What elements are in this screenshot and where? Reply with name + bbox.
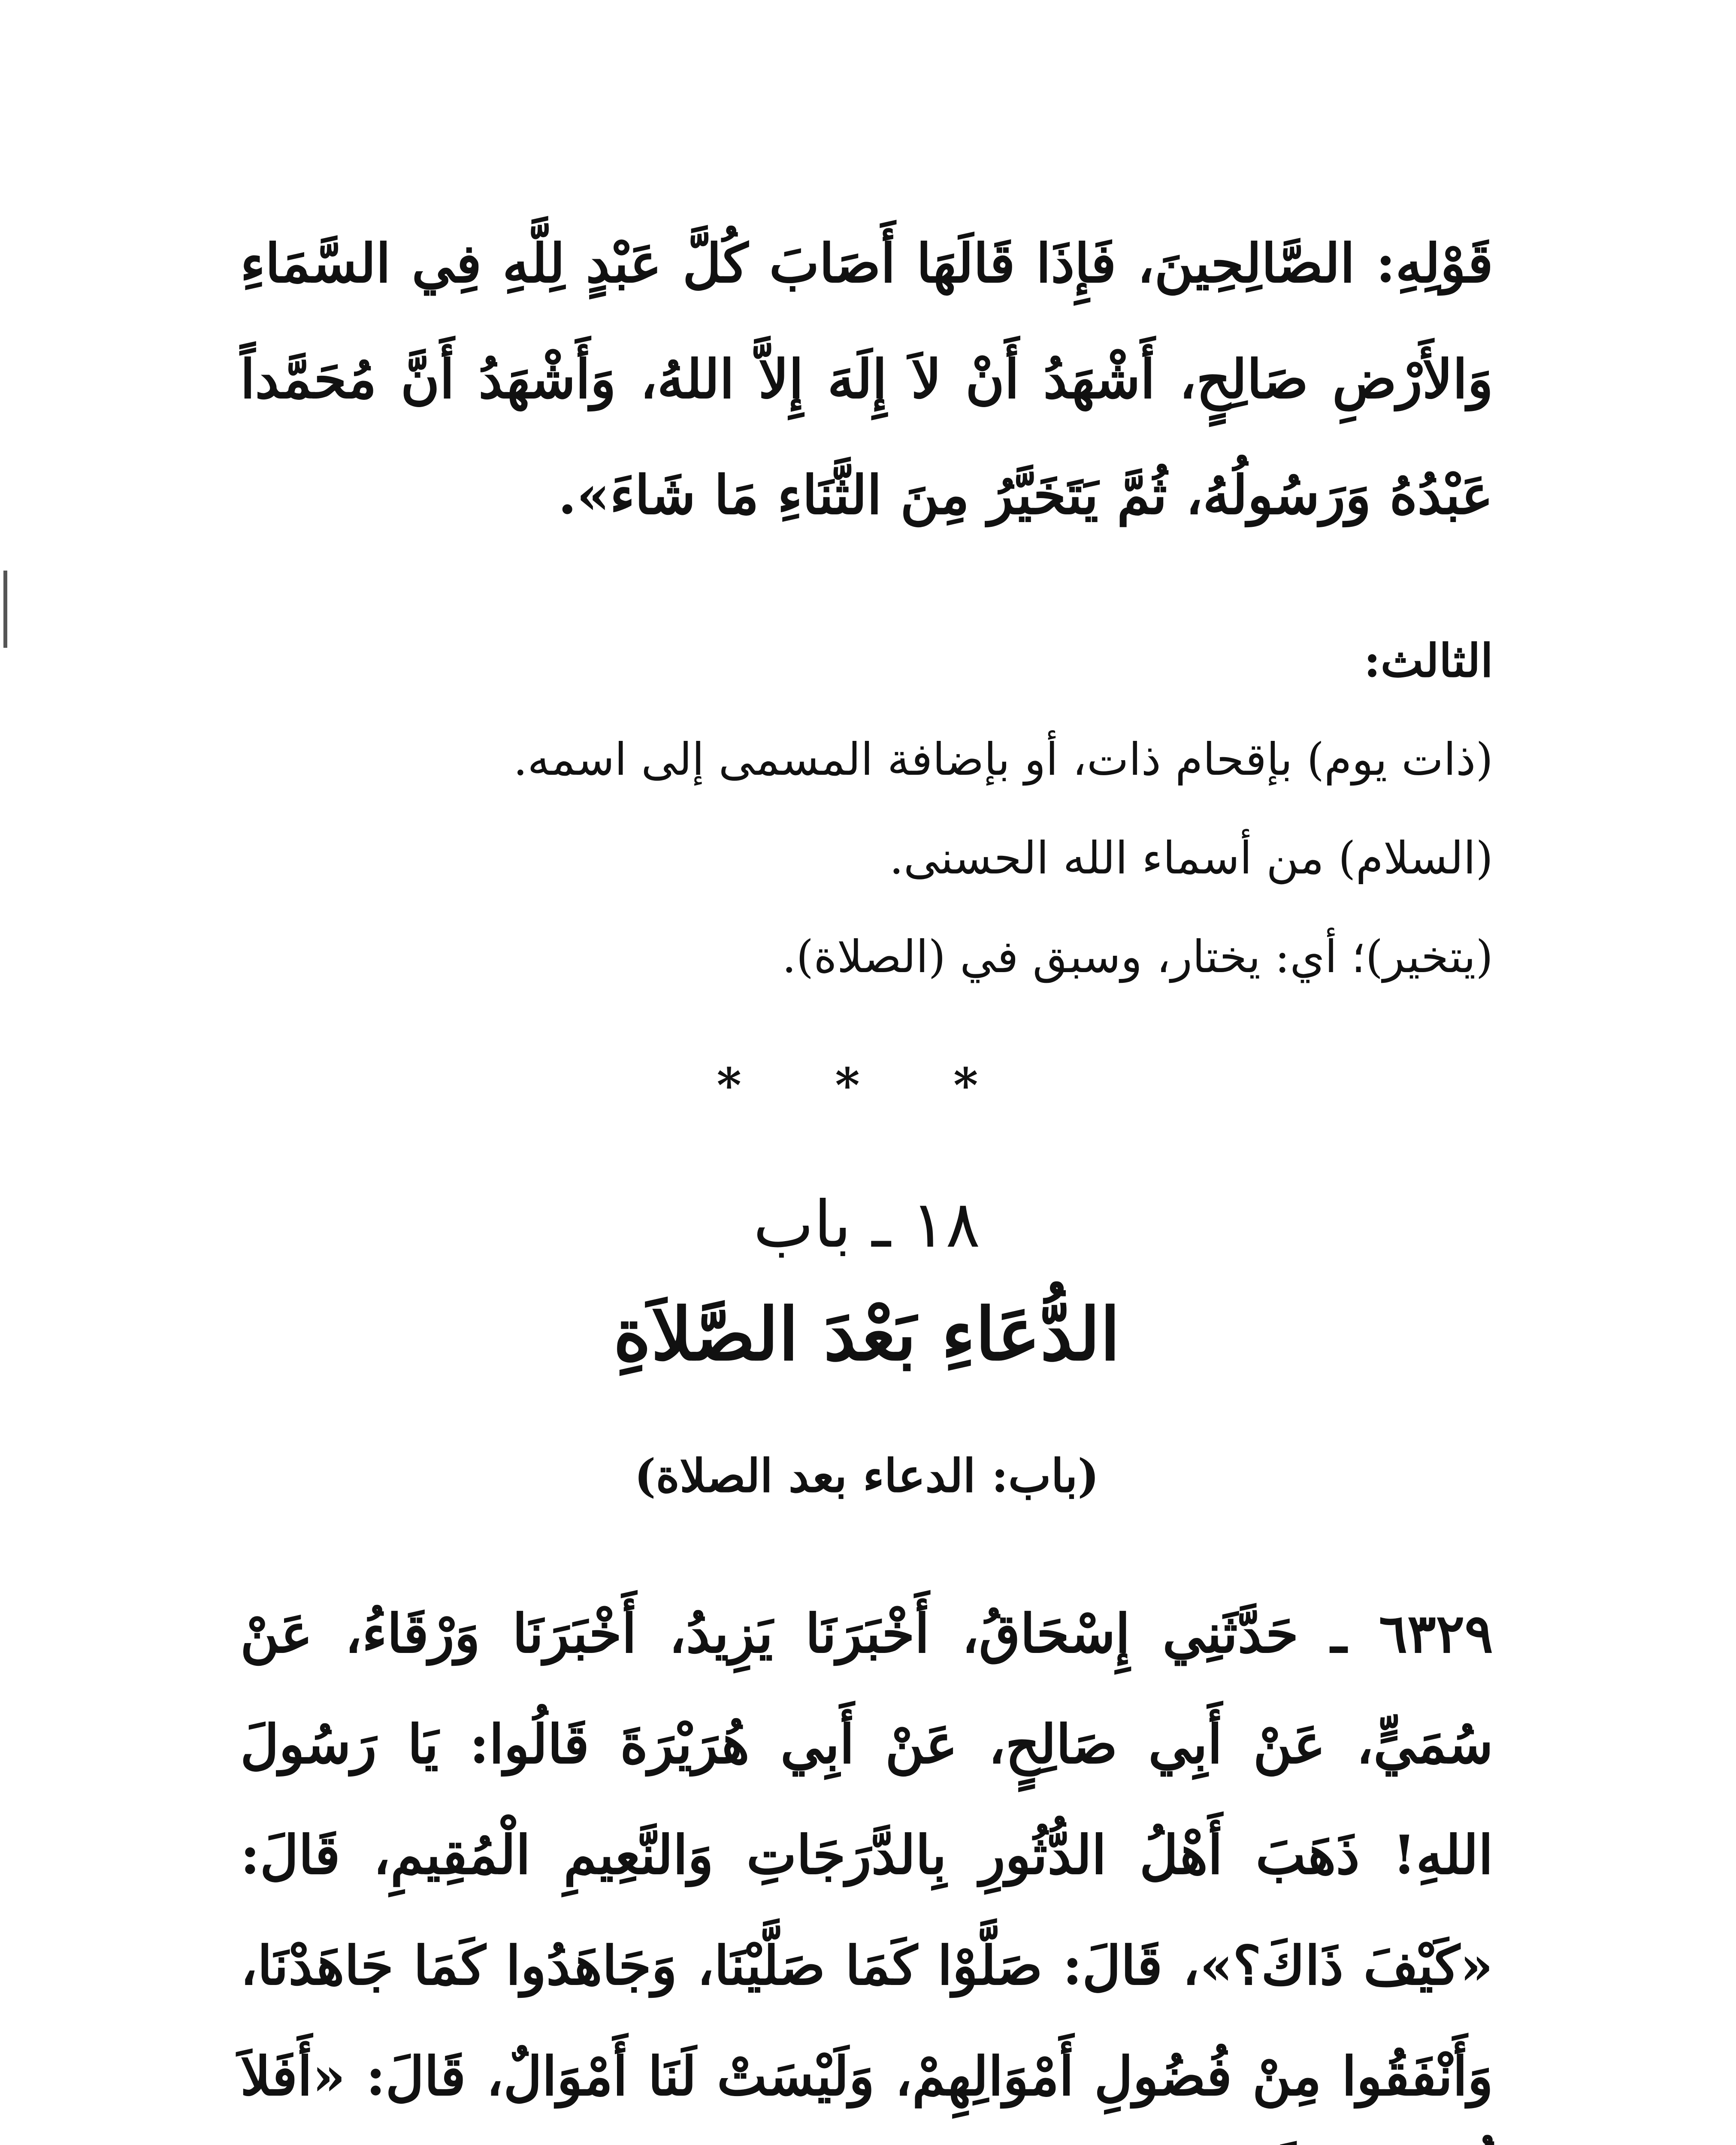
gloss-line: (يتخير)؛ أي: يختار، وسبق في (الصلاة). — [782, 931, 1493, 983]
chapter-title: الدُّعَاءِ بَعْدَ الصَّلاَةِ — [613, 1292, 1120, 1377]
gloss-line: (ذات يوم) بإقحام ذات، أو بإضافة المسمى إلى اسمه. — [513, 733, 1493, 785]
section-separator: * * * — [717, 1057, 1017, 1113]
top-verse-paragraph: قَوْلِهِ: الصَّالِحِينَ، فَإِذَا قَالَهَا أَصَابَ كُلَّ عَبْدٍ لِلَّهِ فِي السَّمَاءِ وَالأَرْضِ صَالِحٍ، أَشْهَدُ أَنْ لاَ إِلَهَ إِلاَّ اللهُ، وَأَشْهَدُ أَنَّ مُحَمَّداً عَبْدُهُ وَرَسُولُهُ، ثُمَّ يَتَخَيَّرُ مِنَ الثَّنَاءِ مَا شَاءَ». — [240, 233, 1493, 526]
page-body — [240, 206, 1493, 2145]
section-label-third: الثالث: — [1364, 634, 1493, 687]
glosses-block — [240, 710, 1493, 1006]
chapter-number: ١٨ ـ باب — [753, 1187, 980, 1262]
chapter-note: (باب: الدعاء بعد الصلاة) — [634, 1449, 1099, 1502]
scan-edge-mark — [3, 571, 7, 648]
gloss-line: (السلام) من أسماء الله الحسنى. — [889, 832, 1493, 884]
hadith-paragraph: ٦٣٢٩ ـ حَدَّثَنِي إِسْحَاقُ، أَخْبَرَنَا يَزِيدُ، أَخْبَرَنَا وَرْقَاءُ، عَنْ سُمَيٍّ، عَنْ أَبِي صَالِحٍ، عَنْ أَبِي هُرَيْرَةَ قَالُوا: يَا رَسُولَ اللهِ! ذَهَبَ أَهْلُ الدُّثُورِ بِالدَّرَجَاتِ وَالنَّعِيمِ الْمُقِيمِ، قَالَ: «كَيْفَ ذَاكَ؟»، قَالَ: صَلَّوْا كَمَا صَلَّيْنَا، وَجَاهَدُوا كَمَا جَاهَدْنَا، وَأَنْفَقُوا مِنْ فُضُولِ أَمْوَالِهِمْ، وَلَيْسَتْ لَنَا أَمْوَالٌ، قَالَ: «أَفَلاَ — [240, 1603, 1493, 2108]
